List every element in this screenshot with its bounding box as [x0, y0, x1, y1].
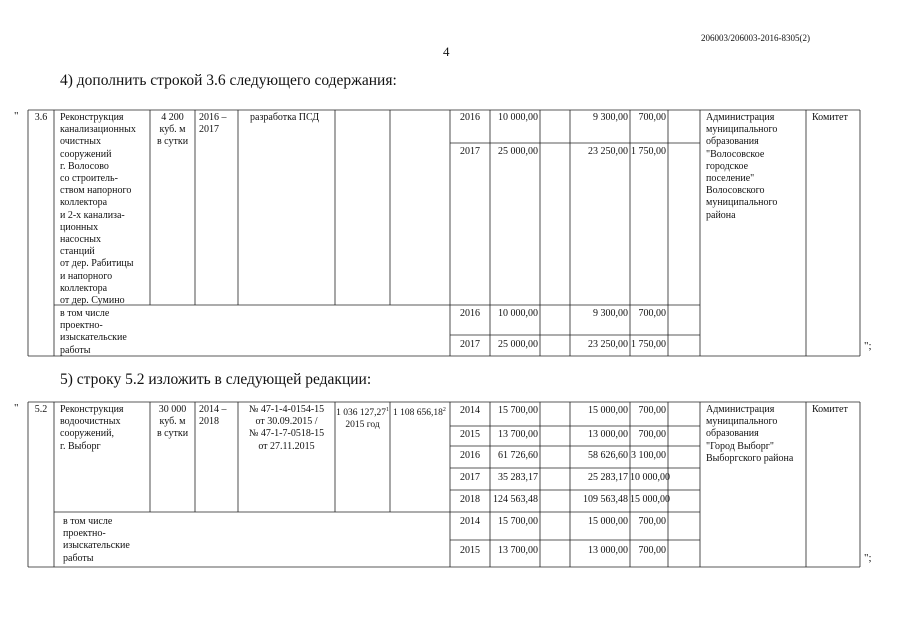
object-name: [60, 112, 136, 307]
name-line: и 2-х канализа-: [60, 209, 125, 221]
regional-value: 700,00: [638, 308, 666, 319]
federal-value: 23 250,00: [588, 339, 628, 350]
sub-label: в том числе проектно- изыскательские работы: [63, 516, 130, 564]
project-document: разработка ПСД: [250, 112, 320, 123]
year: 2014: [460, 405, 480, 416]
federal-value: 23 250,00: [588, 146, 628, 157]
total-value: 124 563,48: [493, 494, 538, 505]
total-value: 15 700,00: [498, 405, 538, 416]
year: 2016: [460, 450, 480, 461]
name-line: коллектора: [60, 197, 108, 209]
capacity: 4 200 куб. м в сутки: [156, 112, 189, 148]
row-number: 5.2: [34, 404, 48, 415]
federal-value: 15 000,00: [588, 516, 628, 527]
regional-value: 700,00: [638, 545, 666, 556]
total-value: 61 726,60: [498, 450, 538, 461]
section1-heading: 4) дополнить строкой 3.6 следующего содержания:: [60, 72, 397, 89]
regional-value: 3 100,00: [631, 450, 666, 461]
name-line: ством напорного: [60, 185, 132, 197]
regional-value: 1 750,00: [631, 339, 666, 350]
year: 2016: [460, 112, 480, 123]
name-line: и напорного: [60, 270, 113, 282]
total-value: 13 700,00: [498, 545, 538, 556]
regional-value: 15 000,00: [630, 494, 670, 505]
section2-close-quote: ";: [864, 552, 872, 564]
year: 2017: [460, 146, 480, 157]
section1-close-quote: ";: [864, 340, 872, 352]
committee: Комитет: [812, 404, 848, 415]
period: 2014 – 2018: [199, 404, 227, 428]
name-line: коллектора: [60, 282, 108, 294]
estimated-cost-current: 1 108 656,18$^2$: [393, 407, 446, 419]
object-name: Реконструкция водоочистных сооружений, г. Выборг: [60, 404, 124, 452]
year: 2014: [460, 516, 480, 527]
regional-value: 10 000,00: [630, 472, 670, 483]
row-number: 3.6: [34, 112, 48, 123]
name-line: насосных: [60, 234, 101, 246]
federal-value: 9 300,00: [593, 308, 628, 319]
period: 2016 – 2017: [199, 112, 227, 136]
total-value: 10 000,00: [498, 112, 538, 123]
committee: Комитет: [812, 112, 848, 123]
federal-value: 15 000,00: [588, 405, 628, 416]
project-document: № 47-1-4-0154-15 от 30.09.2015 / № 47-1-7-0518-15 от 27.11.2015: [248, 404, 325, 452]
name-line: от дер. Рабитицы: [60, 258, 134, 270]
total-value: 10 000,00: [498, 308, 538, 319]
regional-value: 700,00: [638, 405, 666, 416]
section1-open-quote: ": [14, 110, 19, 122]
federal-value: 58 626,60: [588, 450, 628, 461]
total-value: 35 283,17: [498, 472, 538, 483]
name-line: сооружений: [60, 148, 112, 160]
customer: Администрация муниципального образования "Волосовское городское поселение" Волосовского муниципального района: [706, 112, 778, 221]
document-id: 206003/206003-2016-8305(2): [701, 33, 810, 43]
federal-value: 13 000,00: [588, 429, 628, 440]
year: 2015: [460, 545, 480, 556]
name-line: ционных: [60, 221, 99, 233]
name-line: очистных: [60, 136, 102, 148]
federal-value: 109 563,48: [583, 494, 628, 505]
name-line: г. Волосово: [60, 160, 109, 172]
total-value: 13 700,00: [498, 429, 538, 440]
federal-value: 13 000,00: [588, 545, 628, 556]
year: 2015: [460, 429, 480, 440]
name-line: станций: [60, 246, 95, 258]
total-value: 25 000,00: [498, 339, 538, 350]
total-value: 15 700,00: [498, 516, 538, 527]
page-number: 4: [443, 44, 450, 59]
customer: Администрация муниципального образования "Город Выборг" Выборгского района: [706, 404, 794, 464]
year: 2018: [460, 494, 480, 505]
estimated-cost: 1 036 127,27$^1$ 2015 год: [336, 407, 389, 431]
name-line: со строитель-: [60, 173, 118, 185]
sub-label: в том числе проектно- изыскательские работы: [60, 308, 127, 356]
name-line: Реконструкция: [60, 112, 124, 123]
federal-value: 25 283,17: [588, 472, 628, 483]
capacity: 30 000 куб. м в сутки: [156, 404, 189, 440]
section2-open-quote: ": [14, 402, 19, 414]
section2-heading: 5) строку 5.2 изложить в следующей редакции:: [60, 371, 372, 388]
year: 2017: [460, 339, 480, 350]
regional-value: 700,00: [638, 112, 666, 123]
regional-value: 700,00: [638, 429, 666, 440]
total-value: 25 000,00: [498, 146, 538, 157]
name-line: канализационных: [60, 124, 136, 136]
name-line: от дер. Сумино: [60, 295, 125, 307]
year: 2017: [460, 472, 480, 483]
federal-value: 9 300,00: [593, 112, 628, 123]
regional-value: 700,00: [638, 516, 666, 527]
year: 2016: [460, 308, 480, 319]
regional-value: 1 750,00: [631, 146, 666, 157]
